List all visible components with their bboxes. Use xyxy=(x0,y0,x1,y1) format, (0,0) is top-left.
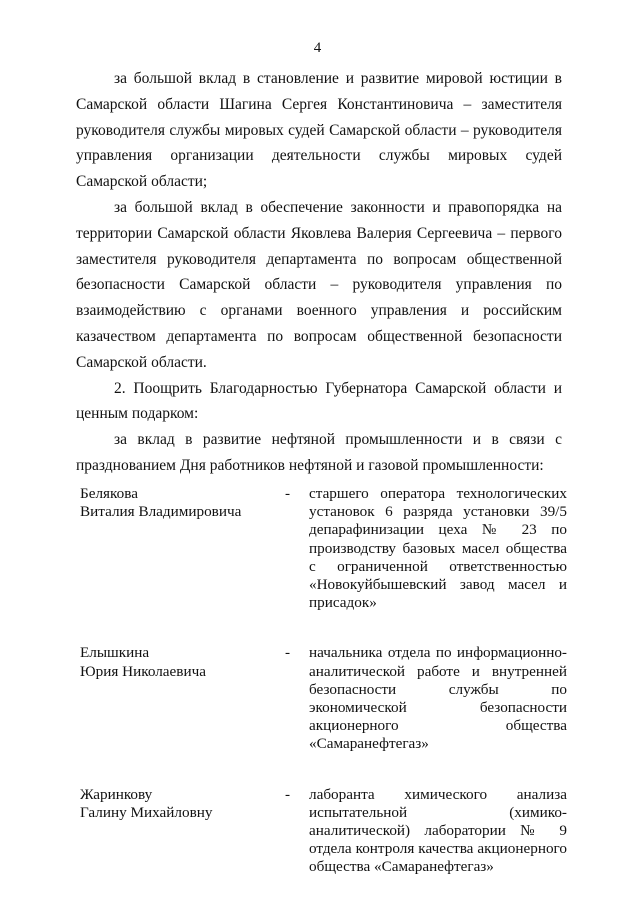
awardee-position: лаборанта химического анализа испытательной (химико-аналитической) лаборатории № 9 отдела контроля качества акционерного общества «Самаранефтегаз» xyxy=(309,785,567,876)
page-number: 4 xyxy=(313,40,322,56)
awardee-name xyxy=(80,485,285,612)
awardee-position: старшего оператора технологических установок 6 разряда установки 39/5 депарафинизации цеха № 23 по производству базовых масел общества с ограниченной ответственностью «Новокуйбышевский завод масел и присадок» xyxy=(309,485,567,612)
paragraph-oil-industry: за вклад в развитие нефтяной промышленности и в связи с празднованием Дня работников нефтяной и газовой промышленности: xyxy=(76,431,562,474)
paragraph-shagin: за большой вклад в становление и развитие мировой юстиции в Самарской области Шагина Сергея Константиновича – заместителя руководителя службы мировых судей Самарской области – руководителя управления организации деятельности службы мировых судей Самарской области; xyxy=(76,70,562,191)
awardee-surname: Жаринкову xyxy=(80,785,153,803)
awardee-row xyxy=(80,786,567,877)
awardee-surname: Белякова xyxy=(80,485,138,502)
paragraph-yakovlev: за большой вклад в обеспечение законности и правопорядка на территории Самарской области Яковлева Валерия Сергеевича – первого заместителя руководителя департамента по вопросам общественной безопасности Самарской области – руководителя управления по взаимодействию с органами военного управления и российским казачеством департамента по вопросам общественной безопасности Самарской области. xyxy=(76,198,562,371)
awardee-name xyxy=(80,644,285,753)
awardee-dash: - xyxy=(285,485,291,502)
paragraph-item-2: 2. Поощрить Благодарностью Губернатора Самарской области и ценным подарком: xyxy=(76,379,562,423)
awardee-given-names: Галину Михайловну xyxy=(80,803,213,821)
awardee-dash: - xyxy=(285,644,291,662)
awardee-row xyxy=(80,485,567,612)
awardee-given-names: Виталия Владимировича xyxy=(80,503,242,521)
awardee-surname: Елышкина xyxy=(80,644,150,662)
awardee-name xyxy=(80,786,285,877)
awardee-given-names: Юрия Николаевича xyxy=(80,662,206,680)
awardee-dash: - xyxy=(285,785,291,803)
awardee-list xyxy=(80,485,567,909)
awardee-row xyxy=(80,644,567,753)
body-text xyxy=(76,66,562,479)
awardee-position: начальника отдела по информационно-аналитической работе и внутренней безопасности службы по экономической безопасности акционерного общества «Самаранефтегаз» xyxy=(309,644,567,753)
